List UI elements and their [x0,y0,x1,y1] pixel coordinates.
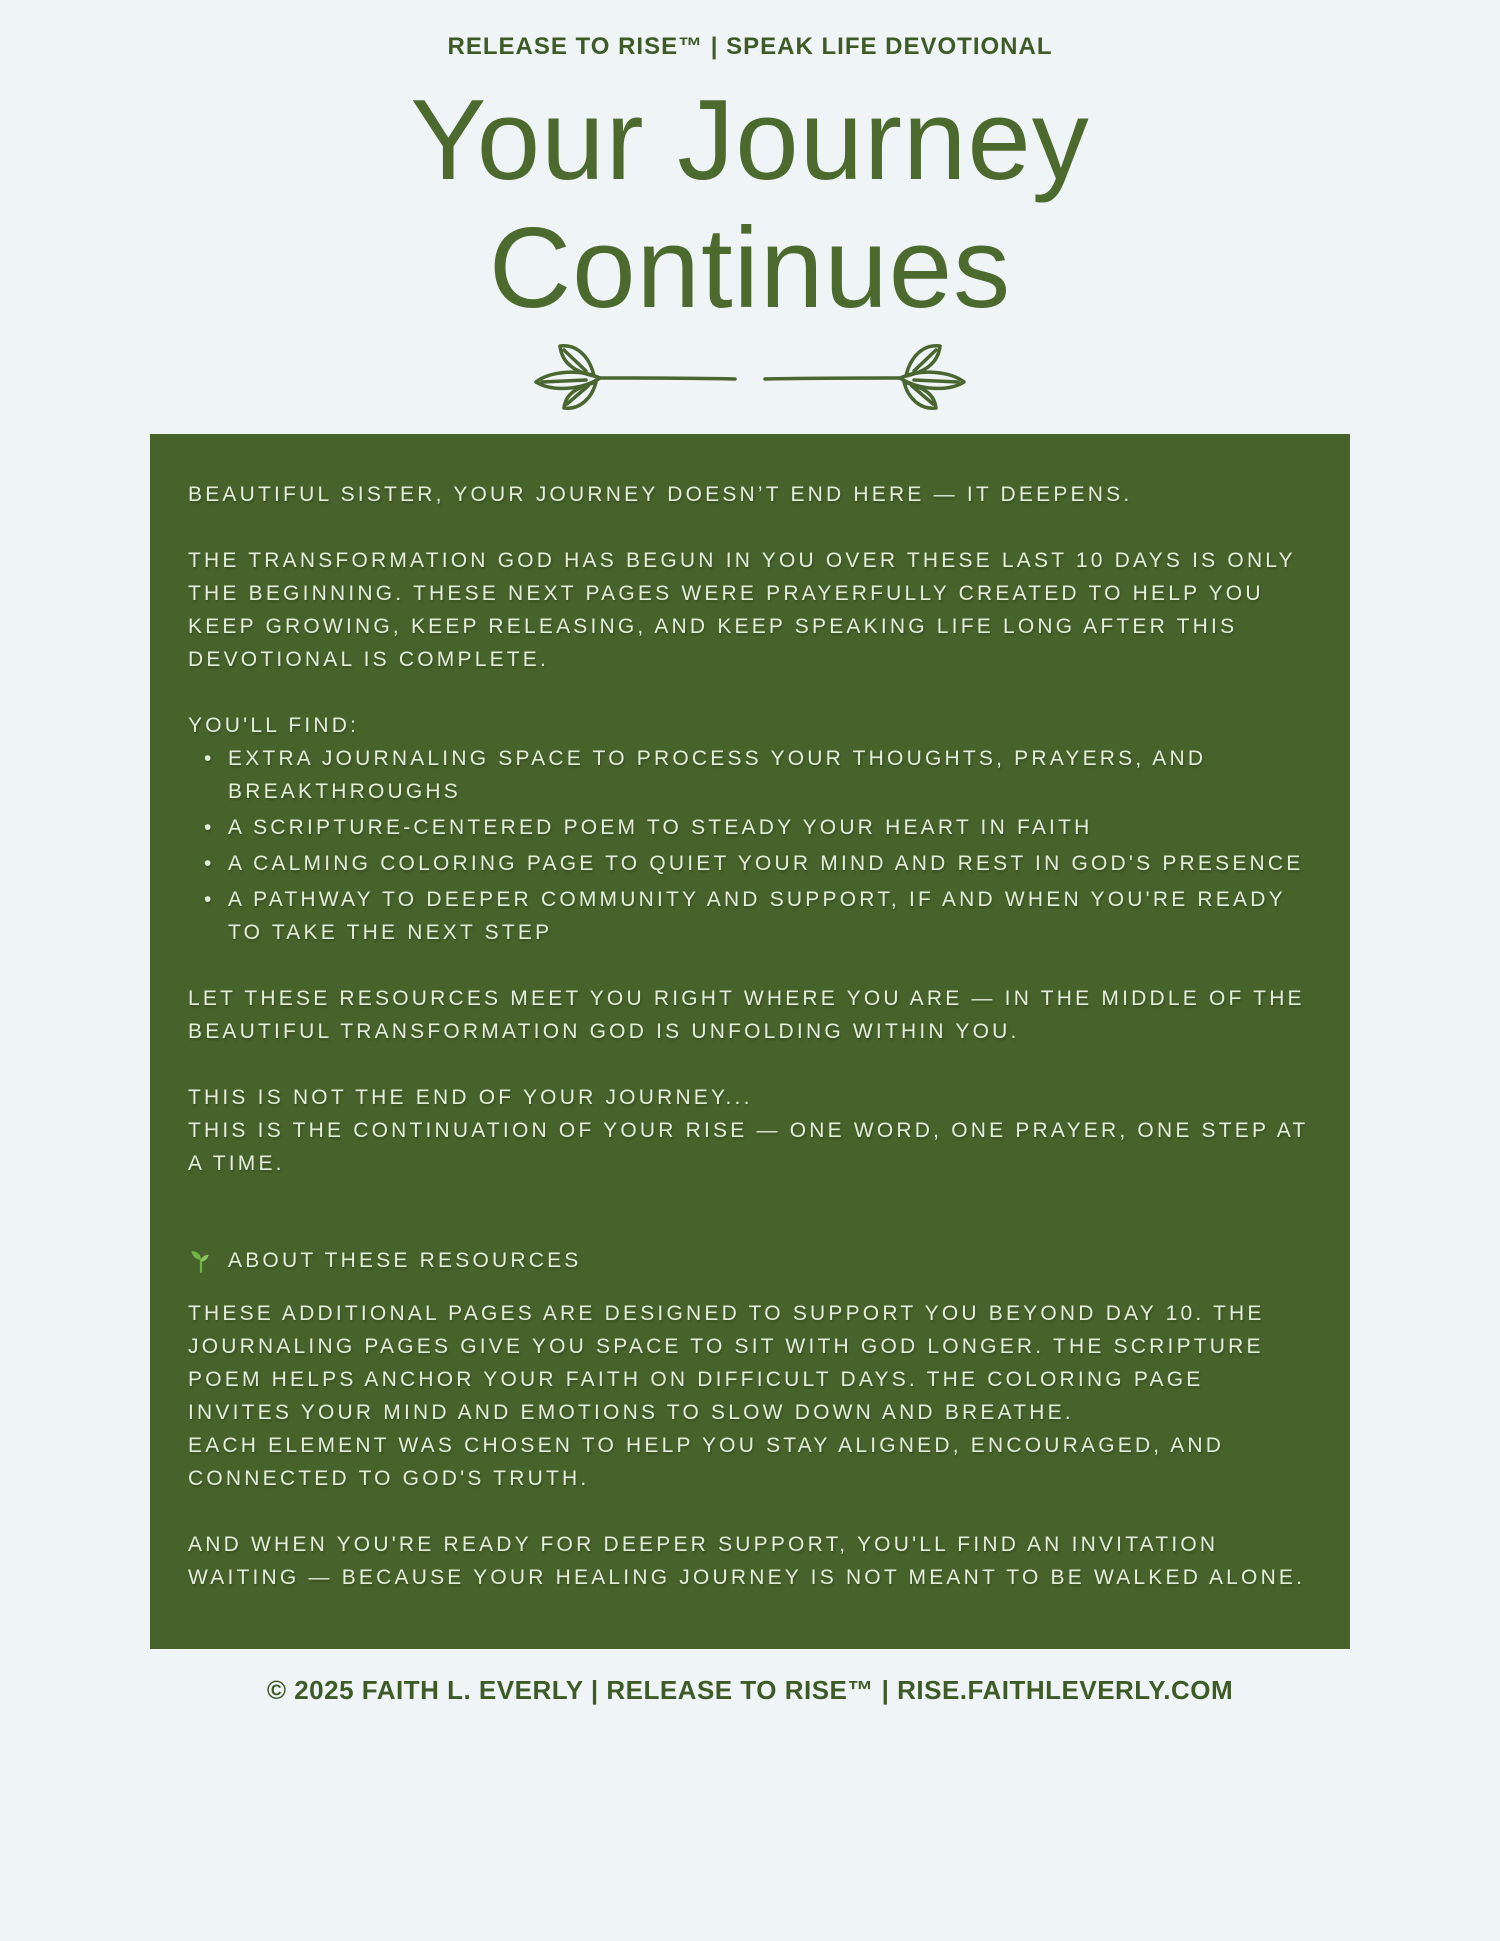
resources-list [188,742,1310,949]
list-item-journaling: • EXTRA JOURNALING SPACE TO PROCESS YOUR THOUGHTS, PRAYERS, AND BREAKTHROUGHS [228,742,1310,808]
brand-eyebrow: RELEASE TO RISE™ | SPEAK LIFE DEVOTIONAL [447,33,1053,60]
list-item-community: • A PATHWAY TO DEEPER COMMUNITY AND SUPPORT, IF AND WHEN YOU'RE READY TO TAKE THE NEXT STEP [228,883,1310,949]
section-heading-label: ABOUT THESE RESOURCES [228,1249,582,1273]
leaf-divider-icon [530,338,970,416]
page-title-line-2: Continues [488,204,1012,332]
content-panel [150,434,1350,1649]
paragraph-transformation: THE TRANSFORMATION GOD HAS BEGUN IN YOU OVER THESE LAST 10 DAYS IS ONLY THE BEGINNING. THESE NEXT PAGES WERE PRAYERFULLY CREATED TO HELP YOU KEEP GROWING, KEEP RELEASING, AND KEEP SPEAKING LIFE LONG AFTER THIS DEVOTIONAL IS COMPLETE. [188,549,1296,672]
continuation-line-2: THIS IS THE CONTINUATION OF YOUR RISE — ONE WORD, ONE PRAYER, ONE STEP AT A TIME. [188,1119,1308,1176]
about-resources-line-2: EACH ELEMENT WAS CHOSEN TO HELP YOU STAY ALIGNED, ENCOURAGED, AND CONNECTED TO GOD'S TRUTH. [188,1434,1225,1491]
page-footer: © 2025 FAITH L. EVERLY | RELEASE TO RISE™ | RISE.FAITHLEVERLY.COM [266,1675,1234,1706]
leaf-branch-left [536,346,735,408]
seedling-icon [188,1248,214,1274]
list-item-poem: • A SCRIPTURE-CENTERED POEM TO STEADY YOUR HEART IN FAITH [228,811,1310,844]
continuation-line-1: THIS IS NOT THE END OF YOUR JOURNEY... [188,1086,753,1110]
list-item-coloring: • A CALMING COLORING PAGE TO QUIET YOUR MIND AND REST IN GOD'S PRESENCE [228,847,1310,880]
paragraph-about-resources [188,1297,1310,1495]
paragraph-invitation: AND WHEN YOU'RE READY FOR DEEPER SUPPORT, YOU'LL FIND AN INVITATION WAITING — BECAUSE YOUR HEALING JOURNEY IS NOT MEANT TO BE WALKED ALONE. [188,1533,1306,1590]
page-title [0,77,1500,332]
paragraph-continuation [188,1081,1310,1180]
leaf-branch-right [765,346,964,408]
section-heading-about [188,1244,1310,1277]
list-intro: YOU'LL FIND: [188,714,360,738]
about-resources-line-1: THESE ADDITIONAL PAGES ARE DESIGNED TO SUPPORT YOU BEYOND DAY 10. THE JOURNALING PAGES GIVE YOU SPACE TO SIT WITH GOD LONGER. THE SCRIPTURE POEM HELPS ANCHOR YOUR FAITH ON DIFFICULT DAYS. THE COLORING PAGE INVITES YOUR MIND AND EMOTIONS TO SLOW DOWN AND BREATHE. [188,1302,1265,1425]
paragraph-resources-meet-you: LET THESE RESOURCES MEET YOU RIGHT WHERE YOU ARE — IN THE MIDDLE OF THE BEAUTIFUL TRANSFORMATION GOD IS UNFOLDING WITHIN YOU. [188,987,1305,1044]
leaf-divider [0,338,1500,418]
paragraph-opening: BEAUTIFUL SISTER, YOUR JOURNEY DOESN’T END HERE — IT DEEPENS. [188,483,1133,507]
page-title-line-1: Your Journey [410,77,1090,204]
